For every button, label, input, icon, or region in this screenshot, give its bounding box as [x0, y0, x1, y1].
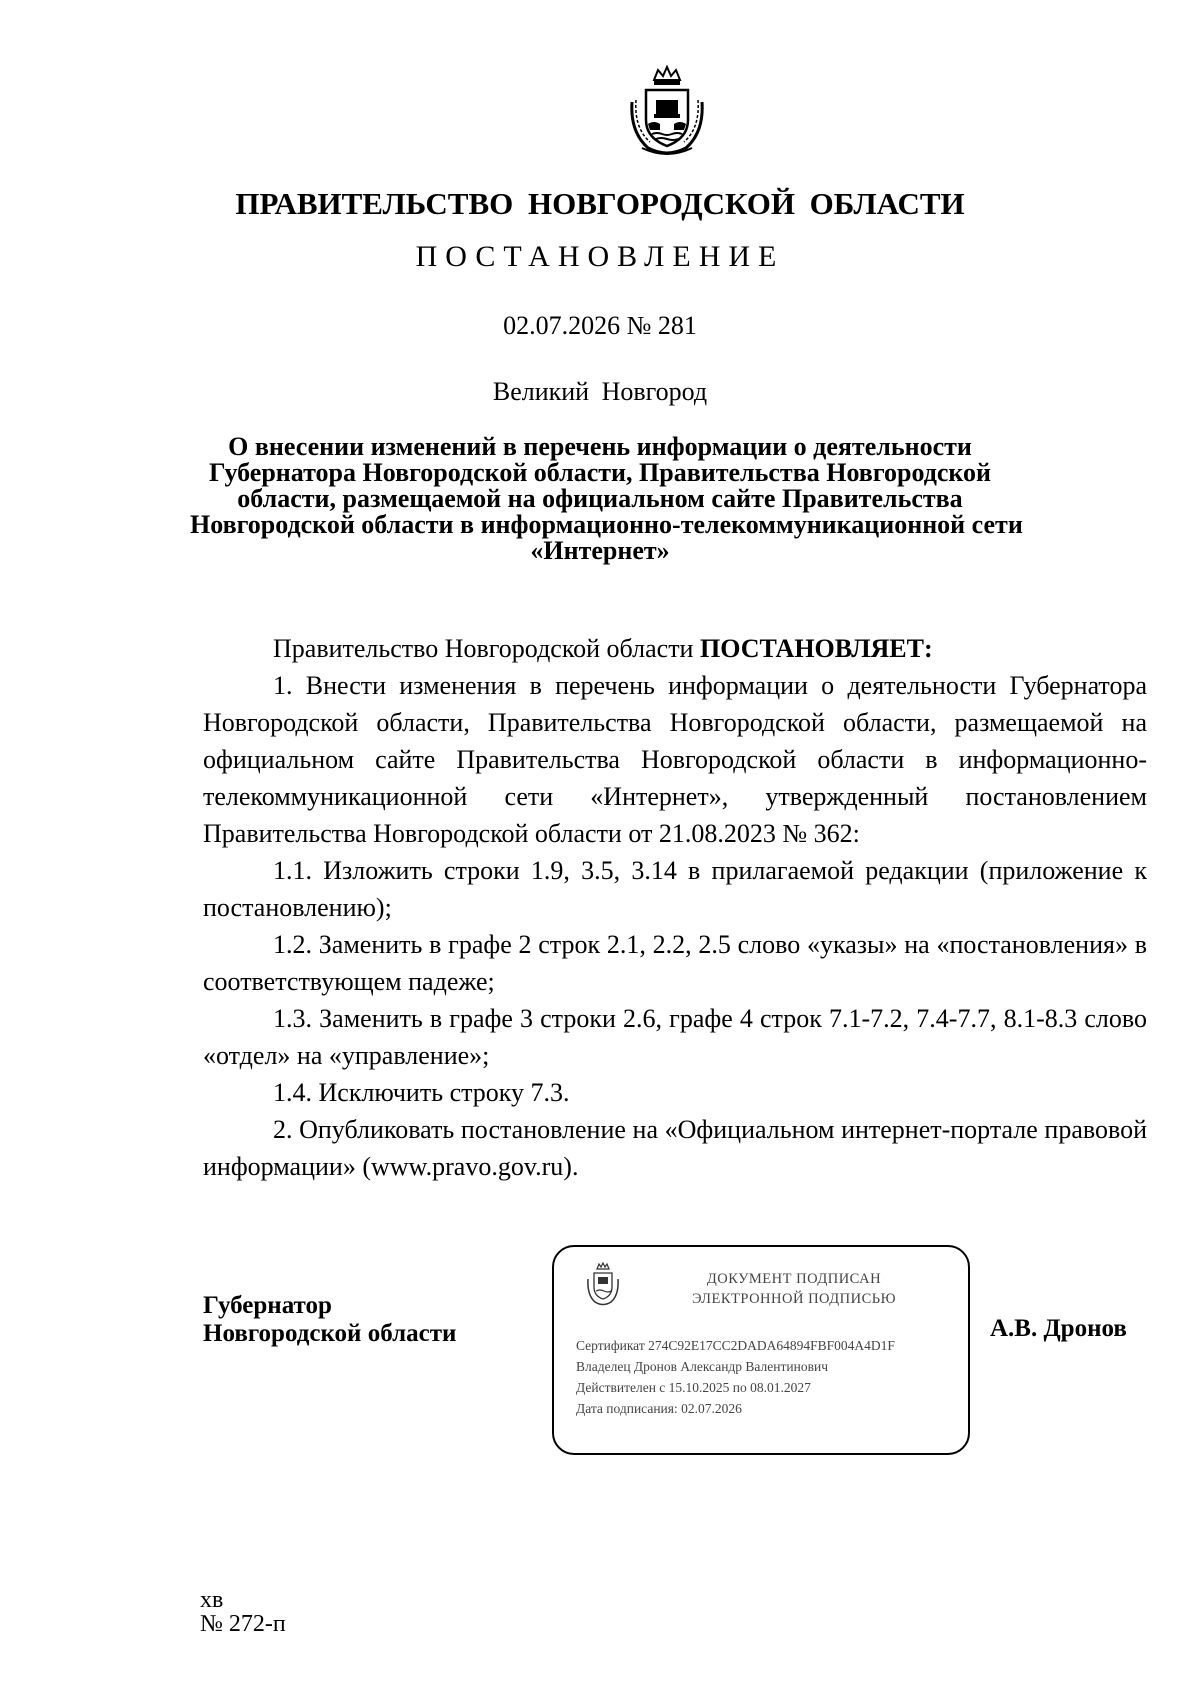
document-city: Великий Новгород: [492, 377, 708, 406]
subject-line: Губернатора Новгородской области, Правительства Новгородской: [208, 458, 992, 487]
stamp-details: [576, 1335, 895, 1419]
stamp-certificate: Сертификат 274C92E17CC2DADA64894FBF004A4D1F: [576, 1338, 895, 1353]
stamp-owner: Владелец Дронов Александр Валентинович: [576, 1359, 828, 1374]
subject-line: области, размещаемой на официальном сайте Правительства: [237, 484, 963, 513]
paragraph-1-2: 1.2. Заменить в графе 2 строк 2.1, 2.2, 2.5 слово «указы» на «постановления» в соответствующем падеже;: [203, 930, 1147, 996]
decree-opening: [203, 630, 1147, 667]
coat-of-arms-icon: [624, 62, 710, 158]
stamp-signed-date: Дата подписания: 02.07.2026: [576, 1401, 742, 1416]
paragraph-2: 2. Опубликовать постановление на «Официальном интернет-портале правовой информации» (www.pravo.gov.ru).: [203, 1115, 1147, 1181]
subject-line: «Интернет»: [530, 536, 670, 565]
stamp-heading: [634, 1269, 954, 1309]
signer-title: [203, 1292, 456, 1348]
footer-registration: [200, 1588, 286, 1636]
subject-line: Новгородской области в информационно-телекоммуникационной сети: [190, 510, 1023, 539]
stamp-validity: Действителен с 15.10.2025 по 08.01.2027: [576, 1380, 811, 1395]
paragraph-1-3: 1.3. Заменить в графе 3 строки 2.6, графе 4 строк 7.1-7.2, 7.4-7.7, 8.1-8.3 слово «отдел» на «управление»;: [203, 1004, 1147, 1070]
subject-line: О внесении изменений в перечень информации о деятельности: [228, 432, 972, 461]
signer-title-line: Новгородской области: [203, 1320, 457, 1347]
paragraph-1: 1. Внести изменения в перечень информации о деятельности Губернатора Новгородской области, Правительства Новгородской области, размещаемой на официальном сайте Правительства Новгородской области в информационно-телекоммуникационной сети «Интернет», утвержденный постановлением Правительства Новгородской области от 21.08.2023 № 362:: [203, 671, 1147, 848]
government-title: ПРАВИТЕЛЬСТВО НОВГОРОДСКОЙ ОБЛАСТИ: [235, 186, 965, 221]
paragraph-1-1: 1.1. Изложить строки 1.9, 3.5, 3.14 в прилагаемой редакции (приложение к постановлению);: [203, 856, 1147, 922]
coat-of-arms-icon: [584, 1261, 622, 1307]
opening-verb: ПОСТАНОВЛЯЕТ:: [699, 634, 933, 663]
footer-reg-number: № 272-п: [200, 1611, 286, 1637]
document-body: [203, 630, 1147, 1185]
paragraph-1-4: 1.4. Исключить строку 7.3.: [273, 1078, 570, 1107]
signer-name: А.В. Дронов: [990, 1315, 1127, 1342]
stamp-heading-line: ЭЛЕКТРОННОЙ ПОДПИСЬЮ: [691, 1291, 897, 1307]
document-date-number: 02.07.2026 № 281: [503, 311, 697, 340]
document-kind: ПОСТАНОВЛЕНИЕ: [415, 240, 785, 273]
opening-prefix: Правительство Новгородской области: [273, 634, 694, 663]
stamp-heading-line: ДОКУМЕНТ ПОДПИСАН: [706, 1271, 882, 1287]
electronic-signature-stamp: [552, 1245, 970, 1455]
document-subject: [190, 432, 1023, 565]
signer-title-line: Губернатор: [203, 1292, 332, 1319]
footer-initials: хв: [200, 1587, 224, 1613]
